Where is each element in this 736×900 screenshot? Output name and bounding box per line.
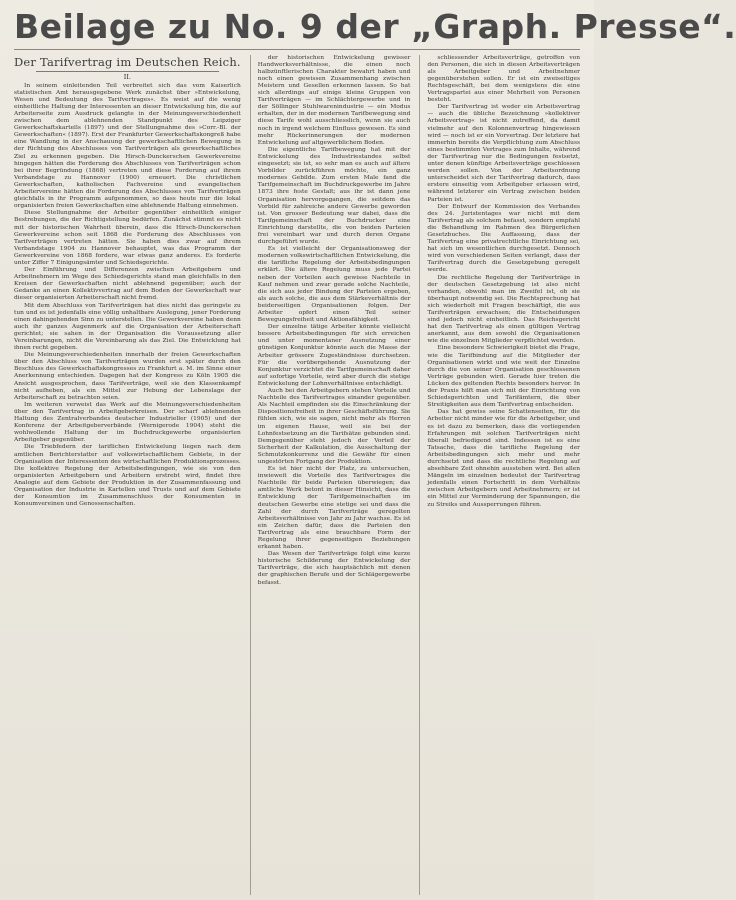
paragraph: schliessender Arbeitsverträge, getroffen von den Personen, die sich in diesen Arbeitsverträgen als Arbeitgeber und Arbeitnehmer gegenüberstehen sollen. Er ist ein zweiseitiges Rechtsgeschäft, bei dem wenigstens die eine Vertragspartei aus einer Mehrheit von Personen besteht. [427, 54, 580, 104]
paragraph: Mit dem Abschluss von Tarifverträgen hat dies nicht das geringste zu tun und es ist jedenfalls eine völlig unhaltbare Auslegung, jener Forderung einen dahingehenden Sinn zu unterstellen. Die Gewerkvereine haben denn auch ihr ganzes Augenmerk auf die Organisation der Arbeiterschaft gerichtet; sie sahen in der Organisation die Voraussetzung aller Vereinbarungen, nicht die Vereinbarung als das Ziel. Die Entwicklung hat ihnen recht gegeben. [14, 302, 241, 352]
paragraph: Diese Stellungnahme der Arbeiter gegenüber einheitlich einiger Bestrebungen, die der Richtigstellung bedürfen. Zunächst stimmt es nicht mit der historischen Wahrheit überein, dass die Hirsch-Dunckerschen Gewerkvereine schon seit 1868 die Forderung des Abschlusses von Tarifverträgen vertreten hätten. Sie haben dies zwar auf ihrem Verbandstage 1904 zu Hannover behauptet, was das Programm der Gewerkvereine von 1868 fordere, war etwas ganz anderes. Es forderte unter Ziffer 7 Einigungsämter und Schiedsgerichte. [14, 210, 241, 266]
paragraph: Es ist hier nicht der Platz, zu untersuchen, inwieweit die Vorteile des Tarifvertrages die Nachteile für beide Parteien überwiegen; das amtliche Werk betont in dieser Hinsicht, dass die Entwicklung der Tarifgemeinschaften im deutschen Gewerbe eine stetige sei und dass die Zahl der durch Tarifverträge geregelten Arbeitsverhältnisse von Jahr zu Jahr wachse. Es ist ein Zeichen dafür, dass die Parteien den Tarifvertrag als eine brauchbare Form der Regelung ihrer gegenseitigen Beziehungen erkannt haben. [257, 466, 411, 551]
article-title: Der Tarifvertrag im Deutschen Reich. [14, 54, 241, 69]
paragraph: Die Meinungsverschiedenheiten innerhalb der freien Gewerkschaften über den Abschluss von Tarifverträgen wurden erst später durch den Beschluss des Gewerkschaftskongresses zu Frankfurt a. M. im Sinne einer Anerkennung entschieden. Dagegen hat der Kongress zu Köln 1905 die Ansicht ausgesprochen, dass Tarifverträge, weil sie den Klassenkampf nicht aufheben, als ein Mittel zur Hebung der Lebenslage der Arbeiterschaft zu betrachten seien. [14, 352, 241, 401]
paragraph: Der einzelne tätige Arbeiter könnte vielleicht bessere Arbeitsbedingungen für sich erreichen und unter momentaner Ausnutzung einer günstigen Konjunktur könnte auch die Masse der Arbeiter grössere Zugeständnisse durchsetzen. Für die vorübergehende Ausnutzung der Konjunktur verzichtet die Tarifgemeinschaft daher auf sofortige Vorteile, wird aber durch die stetige Entwickelung der Lohnverhältnisse entschädigt. [257, 324, 411, 387]
column-1-body [14, 83, 241, 509]
column-2 [250, 55, 411, 895]
paragraph: Eine besondere Schwierigkeit bietet die Frage, wie die Tarifbindung auf die Mitglieder der Organisationen wirkt und wie weit der Einzelne durch die von seiner Organisation geschlossenen Verträge gebunden wird. Gerade hier treten die Lücken des geltenden Rechts besonders hervor. In der Praxis hilft man sich mit der Einrichtung von Schiedsgerichten und Tarifämtern, die über Streitigkeiten aus dem Tarifvertrag entscheiden. [427, 345, 580, 409]
paragraph: Der Einführung und Differenzen zwischen Arbeitgebern und Arbeitnehmern im Wege des Schiedsgerichts stand man gleichfalls in den Kreisen der Gewerkschaften nicht ablehnend gegenüber; auch der Gedanke an einen Kollektivvertrag auf dem Boden der Gewerkschaft war dieser organisierten Arbeiterschaft nicht fremd. [14, 267, 241, 302]
column-3-body [427, 55, 580, 509]
article-columns [14, 55, 580, 895]
paragraph: Auch bei den Arbeitgebern stehen Vorteile und Nachteile des Tarifvertrages einander gegenüber. Als Nachteil empfinden sie die Einschränkung der Dispositionsfreiheit in ihrer Geschäftsführung. Sie fühlen sich, wie sie sagen, nicht mehr als Herren im eigenen Hause, weil sie bei der Lohnfestsetzung an die Tarifsätze gebunden sind. Demgegenüber steht jedoch der Vorteil der Sicherheit der Kalkulation, die Ausschaltung der Schmutzkonkurrenz und die Gewähr für einen ungestörten Fortgang der Produktion. [257, 388, 411, 465]
column-1 [14, 55, 241, 895]
section-number: II. [123, 72, 131, 81]
paragraph: Der Entwurf der Kommission des Verbandes des 24. Juristentages war nicht mit dem Tarifvertrag als solchem befasst, sondern empfahl die Behandlung im Rahmen des Bürgerlichen Gesetzbuches. Die Auffassung, dass der Tarifvertrag eine privatrechtliche Einrichtung sei, hat sich im wesentlichen durchgesetzt. Dennoch wird von verschiedenen Seiten verlangt, dass der Tarifvertrag durch die Gesetzgebung geregelt werde. [427, 203, 580, 274]
column-2-body [258, 55, 411, 587]
paragraph: Der Tarifvertrag ist weder ein Arbeitsvertrag — auch die übliche Bezeichnung »kollektiver Arbeitsvertrag« ist nicht zutreffend, da damit vielmehr auf den Kolonnenvertrag hingewiesen wird — noch ist er ein Vorvertrag. Der letztere hat immerhin bereits die Verpflichtung zum Abschluss eines bestimmten Vertrages zum Inhalte, während der Tarifvertrag nur die Bedingungen festsetzt, unter denen künftige Arbeitsverträge geschlossen werden sollen. Von der Arbeitsordnung unterscheidet sich der Tarifvertrag dadurch, dass erstere einseitig vom Arbeitgeber erlassen wird, während letzterer ein Vertrag zwischen beiden Parteien ist. [427, 104, 580, 203]
paragraph: Im weiteren verweist das Werk auf die Meinungsverschiedenheiten über den Tarifvertrag in Arbeitgeberkreisen. Der scharf ablehnenden Haltung des Zentralverbandes deutscher Industrieller (1905) und der Konferenz der Arbeitgeberverbände (Wernigerode 1904) steht die wohlwollende Haltung der im Buchdruckgewerbe organisierten Arbeitgeber gegenüber. [14, 401, 241, 444]
masthead-title: Beilage zu No. 9 der „Graph. Presse“. [14, 10, 580, 50]
paragraph: Die rechtliche Regelung der Tarifverträge in der deutschen Gesetzgebung ist also nicht vorhanden, obwohl man im Zweifel ist, ob sie überhaupt notwendig sei. Die Rechtsprechung hat sich wiederholt mit Fragen beschäftigt, die aus Tarifverträgen erwachsen; die Entscheidungen sind jedoch nicht einheitlich. Das Reichsgericht hat den Tarifvertrag als einen gültigen Vertrag anerkannt, aus dem sowohl die Organisationen wie die einzelnen Mitglieder verpflichtet werden. [427, 274, 580, 345]
paragraph: Das hat gewiss seine Schattenseiten, für die Arbeiter nicht minder wie für die Arbeitgeber, und es ist dazu zu bemerken, dass die vorliegenden Erfahrungen mit solchen Tarifverträgen nicht überall befriedigend sind. Indessen ist es eine Tatsache, dass die tarifliche Regelung der Arbeitsbedingungen sich mehr und mehr durchsetzt und dass die rechtliche Regelung auf absehbare Zeit ohnehin ausstehen wird. Bei allen Mängeln im einzelnen bedeutet der Tarifvertrag jedenfalls einen Fortschritt in dem Verhältnis zwischen Arbeitgebern und Arbeitnehmern; er ist ein Mittel zur Verminderung der Spannungen, die zu Streiks und Aussperrungen führen. [427, 409, 580, 508]
paragraph: In seinem einleitenden Teil verbreitet sich das vom Kaiserlich statistischen Amt herausgegebene Werk zunächst über »Entwickelung, Wesen und Bedeutung des Tarifvertrages«. Es weist auf die wenig einheitliche Haltung der Interessenten an dieser Entwickelung hin, die auf Arbeiterseite zum Ausdruck gelangte in der Meinungsverschiedenheit zwischen dem ablehnenden Standpunkt des Leipziger Gewerkschaftskartells (1897) und der Stellungnahme des »Corr.-Bl. der Gewerkschaften« (1897). Erst der Frankfurter Gewerkschaftskongreß habe eine Wandlung in der Anschauung der gewerkschaftlichen Bewegung in der Richtung des Abschlusses von Tarifverträgen als gewerkschaftliches Ziel zu erkennen gegeben. Die Hirsch-Dunckerschen Gewerkvereine hingegen hätten die Forderung des Abschlusses von Tarifverträgen schon bei ihrer Begründung (1868) vertreten und diese Forderung auf ihrem Verbandstage zu Hannover (1900) erneuert. Die christlichen Gewerkschaften, katholischen Fachvereine und evangelischen Arbeitervereine hätten die Forderung des Abschlusses von Tarifverträgen gleichfalls in ihr Programm aufgenommen, so dass heute nur die lokal organisierten freien Gewerkschaften eine ablehnende Haltung einnehmen. [14, 82, 241, 210]
paragraph: Die Triebfedern der tariflichen Entwickelung liegen nach dem amtlichen Berichterstatter auf volkswirtschaftlichem Gebiete, in der Organisation der Interessenten des wirtschaftlichen Produktionsprozesses. Die kollektive Regelung der Arbeitsbedingungen, wie sie von den organisierten Arbeitgebern und Arbeitern erstrebt wird, findet ihre Analogie auf dem Gebiete der Produktion in der Zusammenfassung und Organisation der Industrie in Kartellen und Trusts und auf dem Gebiete der Konsumtion im Zusammenschluss der Konsumenten in Konsumvereinen und Genossenschaften. [14, 444, 241, 508]
paragraph: der historischen Entwickelung gewisser Handwerksverhältnisse, die einen noch halbzünftlerischen Charakter bewahrt haben und noch einen gewissen Zusammenhang zwischen Meistern und Gesellen erkennen lassen. So hat sich allerdings auf einige kleine Gruppen von Tarifverträgen — im Schlächtergewerbe und in der Söllinger Stuhlwarenindustrie — ein Modus erhalten, der in der modernen Tarifbewegung sind diese Tarife wohl ausschliesslich, wenn sie auch noch in irgend welchem Einfluss gewesen. Es sind mehr Rückerinnerungen der modernen Entwickelung auf altgewerblichem Boden. [257, 54, 411, 146]
paragraph: Die eigentliche Tarifbewegung hat mit der Entwickelung des Industriestandes selbst eingesetzt; sie ist, so sehr man es auch auf ältere Vorbilder zurückführen möchte, ein ganz modernes Gebilde. Zum ersten Male fand die Tarifgemeinschaft im Buchdruckgewerbe im Jahre 1873 ihre feste Gestalt; aus ihr ist dann jene Organisation hervorgegangen, die seitdem das Vorbild für zahlreiche andere Gewerbe geworden ist. Von grosser Bedeutung war dabei, dass die Tarifgemeinschaft der Buchdrucker eine Einrichtung darstellte, die von beiden Parteien frei vereinbart war und durch deren Organe durchgeführt wurde. [257, 146, 411, 246]
column-3 [419, 55, 580, 895]
paragraph: Es ist vielleicht der Organisationsweg der modernen volkswirtschaftlichen Entwickelung, die die tarifliche Regelung der Arbeitsbedingungen erklärt. Die ältere Regelung muss jede Partei neben der Vorteilen auch gewisse Nachteile in Kauf nehmen und zwar gerade solche Nachteile, die sich aus jeder Bindung der Parteien ergeben, als auch solche, die aus dem Stärkeverhältnis der beiderseitigen Organisationen folgen. Der Arbeiter opfert einen Teil seiner Bewegungsfreiheit und Aktionsfähigkeit. [257, 246, 411, 324]
paragraph: Das Wesen der Tarifverträge folgt eine kurze historische Schilderung der Entwickelung der Tarifverträge, die sich hauptsächlich mit denen der graphischen Berufe und der Schlägergewerbe befasst. [257, 551, 411, 586]
title-divider [36, 71, 219, 72]
